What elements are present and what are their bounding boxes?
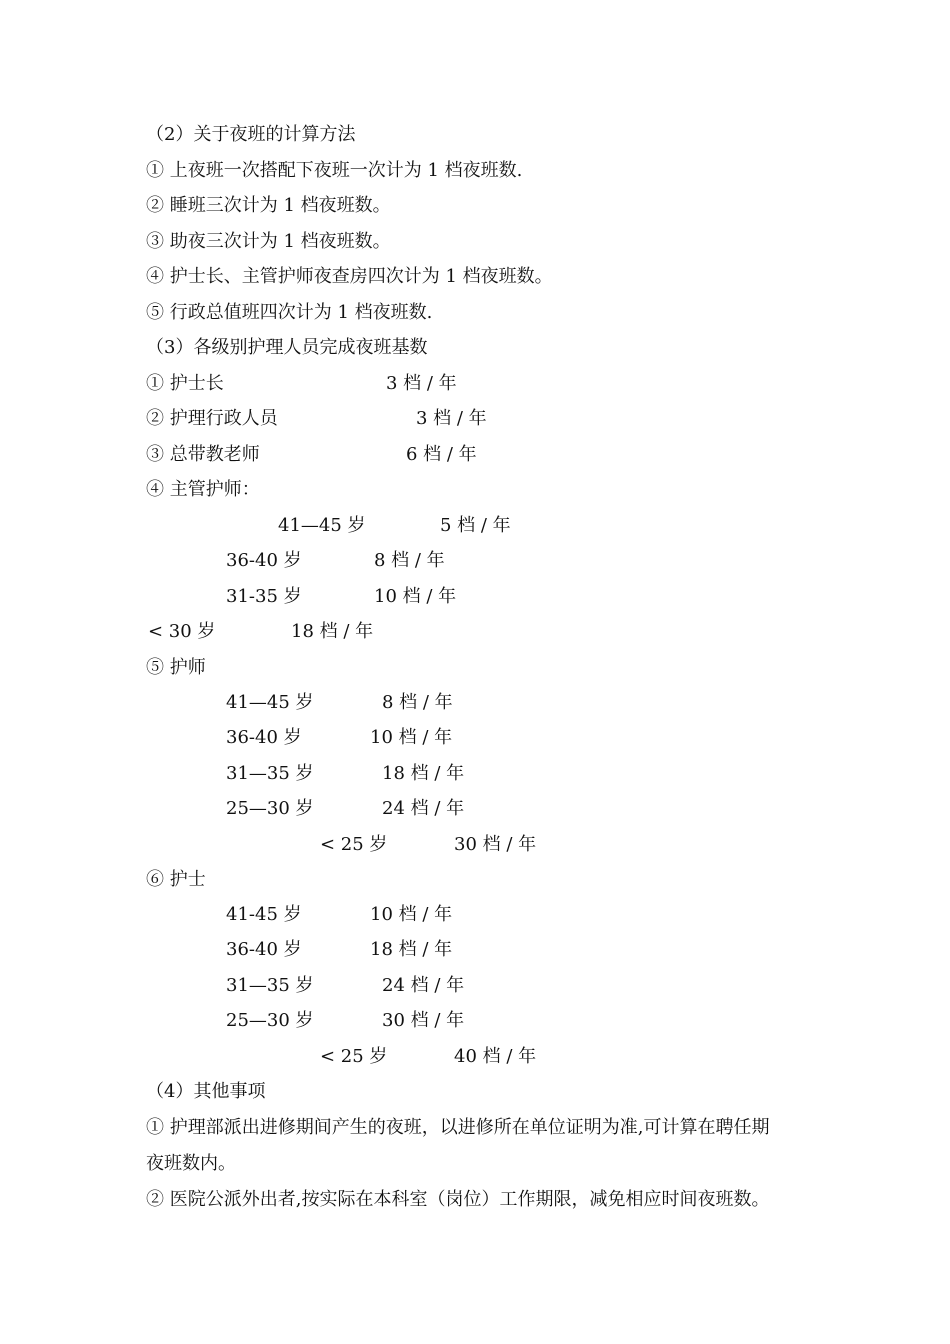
nurse-label: ⑥ 护士 bbox=[146, 869, 206, 890]
age-range: 36-40 岁 bbox=[226, 727, 302, 748]
shift-count: 8 档 / 年 bbox=[382, 692, 453, 713]
shift-count: 5 档 / 年 bbox=[440, 515, 511, 536]
shift-count: 24 档 / 年 bbox=[382, 798, 465, 819]
list-item-continued: 夜班数内。 bbox=[146, 1153, 236, 1174]
shift-count: 40 档 / 年 bbox=[454, 1046, 537, 1067]
list-item: ① 上夜班一次搭配下夜班一次计为 1 档夜班数. bbox=[146, 160, 523, 181]
section-2-heading: （2）关于夜班的计算方法 bbox=[146, 124, 356, 145]
age-range: 31-35 岁 bbox=[226, 586, 302, 607]
age-range: 25—30 岁 bbox=[226, 798, 314, 819]
shift-count: 24 档 / 年 bbox=[382, 975, 465, 996]
list-item: ② 医院公派外出者,按实际在本科室（岗位）工作期限，减免相应时间夜班数。 bbox=[146, 1189, 770, 1210]
age-range: < 25 岁 bbox=[320, 834, 388, 855]
section-4-heading: （4）其他事项 bbox=[146, 1081, 266, 1102]
age-range: 31—35 岁 bbox=[226, 763, 314, 784]
list-item: ② 睡班三次计为 1 档夜班数。 bbox=[146, 195, 391, 216]
age-range: 36-40 岁 bbox=[226, 939, 302, 960]
shift-count: 18 档 / 年 bbox=[382, 763, 465, 784]
shift-count: 8 档 / 年 bbox=[374, 550, 445, 571]
shift-count: 18 档 / 年 bbox=[370, 939, 453, 960]
age-range: 41—45 岁 bbox=[278, 515, 366, 536]
shift-count: 10 档 / 年 bbox=[370, 904, 453, 925]
shift-count: 10 档 / 年 bbox=[370, 727, 453, 748]
list-item: ① 护理部派出进修期间产生的夜班，以进修所在单位证明为准,可计算在聘任期 bbox=[146, 1117, 770, 1138]
age-range: < 30 岁 bbox=[148, 621, 216, 642]
list-item: ③ 助夜三次计为 1 档夜班数。 bbox=[146, 231, 391, 252]
supervisor-label: ④ 主管护师： bbox=[146, 479, 260, 500]
list-item: ⑤ 行政总值班四次计为 1 档夜班数. bbox=[146, 302, 433, 323]
section-3-heading: （3）各级别护理人员完成夜班基数 bbox=[146, 337, 428, 358]
teacher-label: ③ 总带教老师 bbox=[146, 444, 260, 465]
age-range: 31—35 岁 bbox=[226, 975, 314, 996]
shift-count: 10 档 / 年 bbox=[374, 586, 457, 607]
shift-count: 18 档 / 年 bbox=[291, 621, 374, 642]
teacher-value: 6 档 / 年 bbox=[406, 444, 477, 465]
practitioner-label: ⑤ 护师 bbox=[146, 657, 206, 678]
age-range: < 25 岁 bbox=[320, 1046, 388, 1067]
shift-count: 30 档 / 年 bbox=[382, 1010, 465, 1031]
head-nurse-value: 3 档 / 年 bbox=[386, 373, 457, 394]
age-range: 36-40 岁 bbox=[226, 550, 302, 571]
admin-label: ② 护理行政人员 bbox=[146, 408, 278, 429]
list-item: ④ 护士长、主管护师夜查房四次计为 1 档夜班数。 bbox=[146, 266, 553, 287]
head-nurse-label: ① 护士长 bbox=[146, 373, 224, 394]
age-range: 25—30 岁 bbox=[226, 1010, 314, 1031]
admin-value: 3 档 / 年 bbox=[416, 408, 487, 429]
shift-count: 30 档 / 年 bbox=[454, 834, 537, 855]
age-range: 41-45 岁 bbox=[226, 904, 302, 925]
age-range: 41—45 岁 bbox=[226, 692, 314, 713]
